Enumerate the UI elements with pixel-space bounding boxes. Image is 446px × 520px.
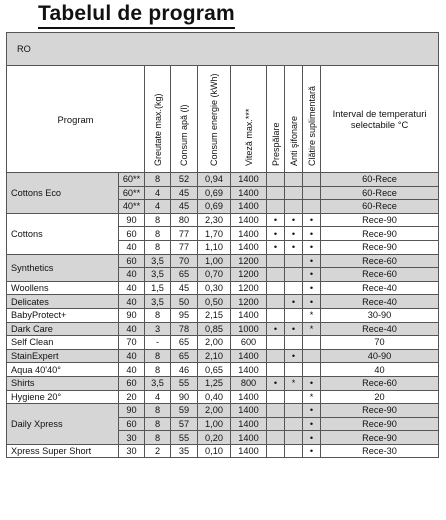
- table-row: [7, 349, 439, 363]
- table-cell: 20: [119, 390, 145, 404]
- table-cell: 1000: [231, 322, 267, 336]
- table-cell: 1400: [231, 404, 267, 418]
- table-cell: 60: [119, 376, 145, 390]
- table-cell: 30: [119, 431, 145, 445]
- table-cell: [267, 363, 285, 377]
- table-cell: 70: [321, 336, 439, 350]
- table-cell: 8: [145, 431, 171, 445]
- table-cell: 78: [171, 322, 198, 336]
- table-cell: 2: [145, 444, 171, 458]
- table-cell: [267, 186, 285, 200]
- table-cell: [285, 363, 303, 377]
- table-cell: [285, 390, 303, 404]
- table-cell: 1400: [231, 240, 267, 254]
- table-cell: [303, 173, 321, 187]
- header-energy: Consum energie (kWh): [198, 66, 231, 173]
- table-cell: 55: [171, 376, 198, 390]
- table-cell: 1200: [231, 281, 267, 295]
- program-name: Aqua 40'40°: [7, 363, 119, 377]
- table-cell: •: [303, 431, 321, 445]
- table-cell: 1200: [231, 254, 267, 268]
- table-cell: [267, 349, 285, 363]
- table-cell: •: [285, 227, 303, 241]
- table-cell: 70: [171, 254, 198, 268]
- table-cell: 77: [171, 227, 198, 241]
- table-cell: 8: [145, 173, 171, 187]
- table-cell: •: [267, 322, 285, 336]
- table-cell: 1400: [231, 349, 267, 363]
- table-cell: 77: [171, 240, 198, 254]
- table-cell: 1,5: [145, 281, 171, 295]
- table-cell: 0,20: [198, 431, 231, 445]
- table-cell: 0,40: [198, 390, 231, 404]
- table-cell: 40: [119, 268, 145, 282]
- program-name: Hygiene 20°: [7, 390, 119, 404]
- table-cell: 40: [119, 322, 145, 336]
- table-row: [7, 444, 439, 458]
- table-cell: 40-90: [321, 349, 439, 363]
- table-cell: 90: [119, 213, 145, 227]
- table-cell: •: [267, 213, 285, 227]
- program-name: Cottons Eco: [7, 173, 119, 214]
- table-cell: Rece-40: [321, 322, 439, 336]
- table-cell: 4: [145, 200, 171, 214]
- table-cell: 46: [171, 363, 198, 377]
- program-name: StainExpert: [7, 349, 119, 363]
- table-cell: •: [303, 268, 321, 282]
- table-cell: *: [303, 322, 321, 336]
- table-cell: •: [285, 213, 303, 227]
- header-prewash: Prespălare: [267, 66, 285, 173]
- table-cell: •: [303, 404, 321, 418]
- table-cell: 2,30: [198, 213, 231, 227]
- table-cell: 8: [145, 227, 171, 241]
- table-cell: Rece-90: [321, 431, 439, 445]
- table-cell: Rece-40: [321, 295, 439, 309]
- header-extrarinse: Clătire suplimentară: [303, 66, 321, 173]
- header-weight: Greutate max.(kg): [145, 66, 171, 173]
- table-cell: [267, 431, 285, 445]
- table-cell: 3,5: [145, 295, 171, 309]
- table-cell: Rece-90: [321, 417, 439, 431]
- table-cell: 0,30: [198, 281, 231, 295]
- table-cell: 40: [119, 281, 145, 295]
- table-cell: •: [285, 295, 303, 309]
- table-cell: •: [267, 376, 285, 390]
- table-cell: 1400: [231, 390, 267, 404]
- table-cell: [285, 444, 303, 458]
- table-cell: 60-Rece: [321, 186, 439, 200]
- table-cell: 60**: [119, 186, 145, 200]
- table-cell: 0,50: [198, 295, 231, 309]
- table-row: [7, 281, 439, 295]
- table-cell: •: [267, 227, 285, 241]
- table-cell: [285, 431, 303, 445]
- table-cell: 3,5: [145, 376, 171, 390]
- program-table: [6, 32, 439, 458]
- table-cell: Rece-40: [321, 281, 439, 295]
- table-cell: 45: [171, 186, 198, 200]
- header-temp: Interval de temperaturi selectabile °C: [321, 66, 439, 173]
- table-cell: •: [285, 240, 303, 254]
- table-row: [7, 390, 439, 404]
- table-cell: [285, 336, 303, 350]
- table-row: [7, 308, 439, 322]
- table-cell: 1400: [231, 227, 267, 241]
- table-cell: [285, 254, 303, 268]
- table-cell: -: [145, 336, 171, 350]
- table-cell: 95: [171, 308, 198, 322]
- table-cell: 1400: [231, 186, 267, 200]
- table-cell: 1400: [231, 431, 267, 445]
- table-row: [7, 336, 439, 350]
- table-cell: 60: [119, 227, 145, 241]
- table-cell: 40: [321, 363, 439, 377]
- table-cell: 1400: [231, 363, 267, 377]
- table-cell: 1,00: [198, 417, 231, 431]
- table-cell: •: [285, 322, 303, 336]
- table-cell: •: [303, 240, 321, 254]
- table-cell: 8: [145, 404, 171, 418]
- table-cell: Rece-90: [321, 404, 439, 418]
- table-cell: 60**: [119, 173, 145, 187]
- table-cell: 1400: [231, 308, 267, 322]
- table-cell: 0,94: [198, 173, 231, 187]
- table-cell: 40: [119, 363, 145, 377]
- table-cell: •: [303, 254, 321, 268]
- table-cell: 2,00: [198, 336, 231, 350]
- table-cell: [303, 363, 321, 377]
- program-name: Delicates: [7, 295, 119, 309]
- table-cell: 4: [145, 390, 171, 404]
- table-cell: 40**: [119, 200, 145, 214]
- table-cell: Rece-90: [321, 213, 439, 227]
- table-cell: 1,70: [198, 227, 231, 241]
- table-cell: [267, 295, 285, 309]
- table-cell: 2,00: [198, 404, 231, 418]
- table-cell: 2,10: [198, 349, 231, 363]
- table-cell: Rece-90: [321, 240, 439, 254]
- table-cell: 1400: [231, 417, 267, 431]
- table-cell: •: [303, 444, 321, 458]
- table-cell: •: [303, 227, 321, 241]
- table-cell: 8: [145, 308, 171, 322]
- table-cell: 90: [171, 390, 198, 404]
- table-cell: [267, 417, 285, 431]
- table-cell: 1200: [231, 268, 267, 282]
- header-speed: Viteză max.***: [231, 66, 267, 173]
- program-name: Synthetics: [7, 254, 119, 281]
- program-name: Xpress Super Short: [7, 444, 119, 458]
- table-cell: [285, 268, 303, 282]
- table-cell: [267, 308, 285, 322]
- table-cell: 0,69: [198, 186, 231, 200]
- table-cell: [267, 200, 285, 214]
- table-row: [7, 295, 439, 309]
- table-cell: 90: [119, 308, 145, 322]
- table-cell: [267, 444, 285, 458]
- table-cell: 8: [145, 349, 171, 363]
- table-cell: 0,69: [198, 200, 231, 214]
- table-cell: [267, 254, 285, 268]
- table-cell: [267, 281, 285, 295]
- table-row: [7, 254, 439, 268]
- table-row: [7, 173, 439, 187]
- table-cell: [285, 173, 303, 187]
- table-cell: *: [303, 390, 321, 404]
- table-cell: 8: [145, 417, 171, 431]
- table-cell: 0,65: [198, 363, 231, 377]
- table-cell: [285, 417, 303, 431]
- table-cell: Rece-60: [321, 254, 439, 268]
- table-cell: 3: [145, 322, 171, 336]
- program-name: BabyProtect+: [7, 308, 119, 322]
- table-cell: [303, 200, 321, 214]
- table-cell: [285, 200, 303, 214]
- table-cell: Rece-30: [321, 444, 439, 458]
- table-cell: 65: [171, 336, 198, 350]
- program-name: Dark Care: [7, 322, 119, 336]
- table-cell: 1400: [231, 444, 267, 458]
- table-cell: 65: [171, 268, 198, 282]
- table-row: [7, 363, 439, 377]
- table-cell: 59: [171, 404, 198, 418]
- table-cell: 8: [145, 363, 171, 377]
- table-row: [7, 213, 439, 227]
- table-cell: [285, 404, 303, 418]
- table-cell: 40: [119, 349, 145, 363]
- table-cell: [285, 186, 303, 200]
- table-cell: 30-90: [321, 308, 439, 322]
- ro-label: RO: [7, 33, 439, 66]
- table-cell: [303, 336, 321, 350]
- table-cell: 30: [119, 444, 145, 458]
- table-cell: 70: [119, 336, 145, 350]
- table-cell: *: [285, 376, 303, 390]
- table-cell: [285, 281, 303, 295]
- table-cell: 57: [171, 417, 198, 431]
- table-cell: 50: [171, 295, 198, 309]
- table-cell: 0,10: [198, 444, 231, 458]
- table-cell: [267, 390, 285, 404]
- table-cell: 60: [119, 417, 145, 431]
- table-cell: 90: [119, 404, 145, 418]
- table-cell: 600: [231, 336, 267, 350]
- table-cell: 1,00: [198, 254, 231, 268]
- table-cell: 8: [145, 213, 171, 227]
- table-cell: •: [303, 417, 321, 431]
- table-cell: 40: [119, 240, 145, 254]
- table-cell: 800: [231, 376, 267, 390]
- table-cell: Rece-90: [321, 227, 439, 241]
- table-cell: 60: [119, 254, 145, 268]
- table-cell: 4: [145, 186, 171, 200]
- table-cell: 1200: [231, 295, 267, 309]
- table-cell: [303, 186, 321, 200]
- table-cell: 0,85: [198, 322, 231, 336]
- table-cell: 1,10: [198, 240, 231, 254]
- program-name: Cottons: [7, 213, 119, 254]
- header-ro-row: [7, 33, 439, 66]
- header-anticrease: Anti şifonare: [285, 66, 303, 173]
- table-cell: [267, 404, 285, 418]
- header-row: [7, 66, 439, 173]
- table-cell: •: [285, 349, 303, 363]
- table-cell: 80: [171, 213, 198, 227]
- page-title: Tabelul de program: [38, 2, 235, 29]
- table-row: [7, 404, 439, 418]
- table-cell: [303, 349, 321, 363]
- table-cell: 8: [145, 240, 171, 254]
- table-cell: 52: [171, 173, 198, 187]
- table-cell: [285, 308, 303, 322]
- table-cell: *: [303, 308, 321, 322]
- program-name: Daily Xpress: [7, 404, 119, 445]
- table-cell: 65: [171, 349, 198, 363]
- table-cell: •: [303, 281, 321, 295]
- table-cell: •: [267, 240, 285, 254]
- table-cell: 45: [171, 281, 198, 295]
- table-cell: 0,70: [198, 268, 231, 282]
- table-cell: •: [303, 213, 321, 227]
- table-cell: 55: [171, 431, 198, 445]
- program-name: Woollens: [7, 281, 119, 295]
- table-cell: 1400: [231, 200, 267, 214]
- table-cell: 35: [171, 444, 198, 458]
- table-cell: Rece-60: [321, 268, 439, 282]
- table-cell: 40: [119, 295, 145, 309]
- table-cell: [267, 336, 285, 350]
- table-cell: 1400: [231, 213, 267, 227]
- header-water: Consum apă (l): [171, 66, 198, 173]
- program-name: Self Clean: [7, 336, 119, 350]
- table-cell: 2,15: [198, 308, 231, 322]
- table-cell: [267, 173, 285, 187]
- table-cell: 3,5: [145, 268, 171, 282]
- table-row: [7, 376, 439, 390]
- table-cell: 1400: [231, 173, 267, 187]
- table-cell: [267, 268, 285, 282]
- table-cell: 1,25: [198, 376, 231, 390]
- program-name: Shirts: [7, 376, 119, 390]
- table-cell: 20: [321, 390, 439, 404]
- table-cell: 60-Rece: [321, 173, 439, 187]
- table-cell: •: [303, 376, 321, 390]
- header-program: Program: [7, 66, 145, 173]
- table-cell: 3,5: [145, 254, 171, 268]
- table-cell: •: [303, 295, 321, 309]
- table-cell: 60-Rece: [321, 200, 439, 214]
- table-row: [7, 322, 439, 336]
- table-cell: Rece-60: [321, 376, 439, 390]
- table-cell: 45: [171, 200, 198, 214]
